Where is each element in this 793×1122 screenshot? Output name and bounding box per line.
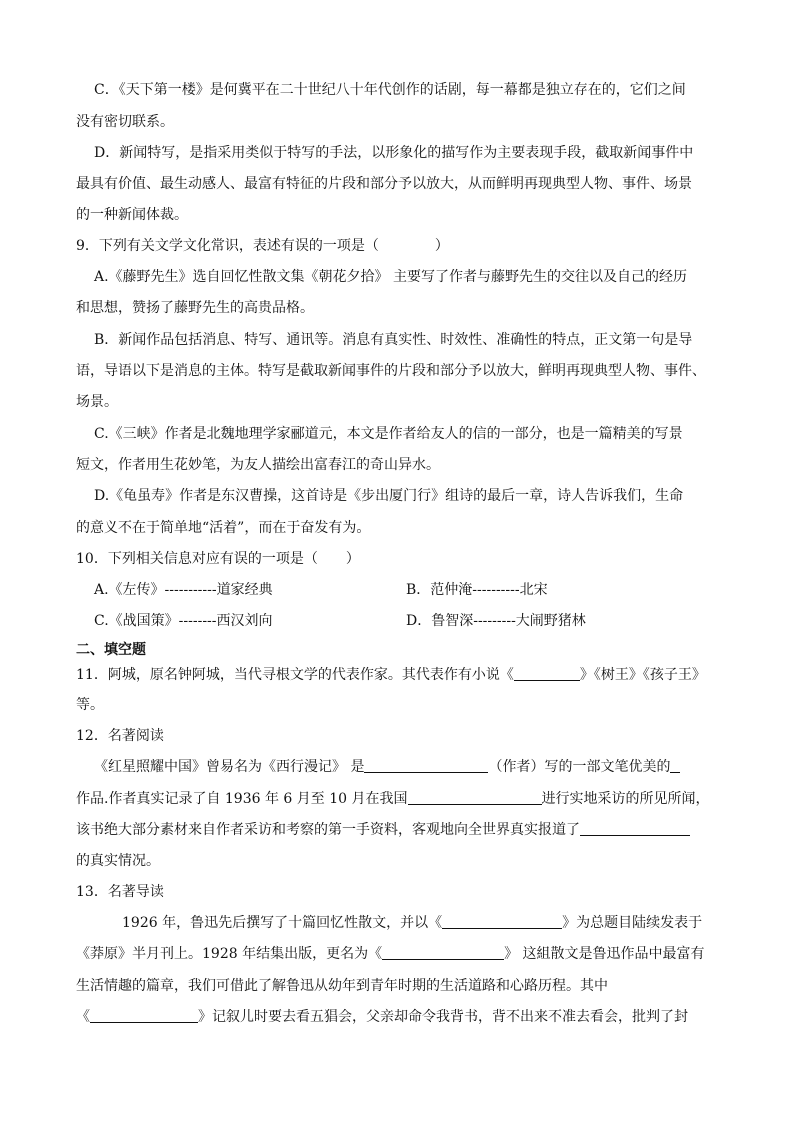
section-heading-fill-blank: 二、填空题 xyxy=(76,642,146,658)
q9-option-a-line2: 和思想，赞扬了藤野先生的高贵品格。 xyxy=(76,300,314,316)
q10-option-a: A.《左传》-----------道家经典 xyxy=(94,582,273,598)
q9-option-d-line1: D.《龟虽寿》作者是东汉曹操，这首诗是《步出厦门行》组诗的最后一章，诗人告诉我们，生命 xyxy=(94,488,684,504)
q8-option-d-line3: 的一种新闻体裁。 xyxy=(76,207,188,223)
question-13: 13．名著导读 xyxy=(76,884,164,900)
q13-text-4: 》 这組散文是鲁迅作品中最富有 xyxy=(504,946,705,962)
q13-text-1: 1926 年，鲁迅先后撰写了十篇回忆性散文，并以《 xyxy=(122,915,443,931)
q13-line4 xyxy=(76,1007,688,1027)
q9-option-b-line2: 语，导语以下是消息的主体。特写是截取新闻事件的片段和部分予以放大，鲜明再现典型人物、事件、 xyxy=(76,363,706,379)
q8-option-d-line2: 最具有价值、最生动感人、最富有特征的片段和部分予以放大，从而鲜明再现典型人物、事件、场景 xyxy=(76,176,692,192)
q12-blank-reported[interactable] xyxy=(580,821,690,836)
q12-blank-region[interactable] xyxy=(408,790,542,805)
q13-text-3: 《莽原》半月刊上。1928 年结集出版，更名为《 xyxy=(76,946,383,962)
q10-option-b: B．范仲淹----------北宋 xyxy=(406,582,548,598)
q13-line2 xyxy=(76,944,705,964)
q9-option-c-line2: 短文，作者用生花妙笔，为友人描绘出富春江的奇山异水。 xyxy=(76,457,440,473)
question-11-line2: 等。 xyxy=(76,697,104,713)
q13-line3: 生活情趣的篇章，我们可借此了解鲁迅从幼年到青年时期的生活道路和心路历程。其中 xyxy=(76,978,608,994)
q12-text-1: 《红星照耀中国》曾易名为《西行漫记》 是 xyxy=(94,759,365,775)
q8-option-c-line2: 没有密切联系。 xyxy=(76,114,174,130)
q13-text-2: 》为总题目陆续发表于 xyxy=(562,915,703,931)
q10-option-d: D．鲁智深---------大闹野猪林 xyxy=(406,613,586,629)
q13-blank-original-title[interactable] xyxy=(442,914,562,929)
q9-option-c-line1: C.《三峡》作者是北魏地理学家郦道元，本文是作者给友人的信的一部分，也是一篇精美的写景 xyxy=(94,426,683,442)
question-12: 12．名著阅读 xyxy=(76,728,164,744)
q13-text-5: 《 xyxy=(76,1009,90,1025)
q12-line4: 的真实情况。 xyxy=(76,853,160,869)
q12-line1 xyxy=(94,757,680,777)
q13-blank-essay-title[interactable] xyxy=(90,1008,198,1023)
q13-line1 xyxy=(122,913,702,933)
q12-text-2: （作者）写的一部文笔优美的 xyxy=(488,759,671,775)
q12-text-3: 作品.作者真实记录了自 1936 年 6 月至 10 月在我国 xyxy=(76,791,408,807)
q8-option-d-line1: D．新闻特写，是指采用类似于特写的手法，以形象化的描写作为主要表现手段，截取新闻事件中 xyxy=(94,145,694,161)
q11-text-after: 》《树王》《孩子王》 xyxy=(579,667,706,683)
question-9: 9．下列有关文学文化常识，表述有误的一项是（ ） xyxy=(76,238,449,254)
q12-text-4: 进行实地采访的所见所闻， xyxy=(541,791,710,807)
q12-line3 xyxy=(76,820,690,840)
q13-text-6: 》记叙儿时要去看五猖会，父亲却命令我背书，背不出来不准去看会，批判了封 xyxy=(198,1009,688,1025)
q8-option-c-line1: C．《天下第一楼》是何冀平在二十世纪八十年代创作的话剧，每一幕都是独立存在的，它们之间 xyxy=(94,82,686,98)
q11-blank[interactable] xyxy=(514,666,580,681)
q11-text-before: 11．阿城，原名钟阿城，当代寻根文学的代表作家。其代表作有小说《 xyxy=(76,667,514,683)
q13-blank-new-title[interactable] xyxy=(382,945,504,960)
q10-option-c: C.《战国策》--------西汉刘向 xyxy=(94,613,273,629)
question-10: 10．下列相关信息对应有误的一项是（ ） xyxy=(76,551,360,567)
q12-line2 xyxy=(76,789,710,809)
q9-option-b-line1: B．新闻作品包括消息、特写、通讯等。消息有真实性、时效性、准确性的特点，正文第一句是导 xyxy=(94,332,693,348)
question-11-line1 xyxy=(76,665,706,685)
q12-blank-genre[interactable] xyxy=(670,758,680,773)
q9-option-b-line3: 场景。 xyxy=(76,394,118,410)
q12-text-5: 该书绝大部分素材来自作者采访和考察的第一手资料，客观地向全世界真实报道了 xyxy=(76,822,580,838)
q12-blank-author[interactable] xyxy=(364,758,488,773)
q9-option-a-line1: A.《藤野先生》选自回忆性散文集《朝花夕拾》 主要写了作者与藤野先生的交往以及自己的经历 xyxy=(94,269,688,285)
q9-option-d-line2: 的意义不在于简单地“活着”，而在于奋发有为。 xyxy=(76,520,371,536)
